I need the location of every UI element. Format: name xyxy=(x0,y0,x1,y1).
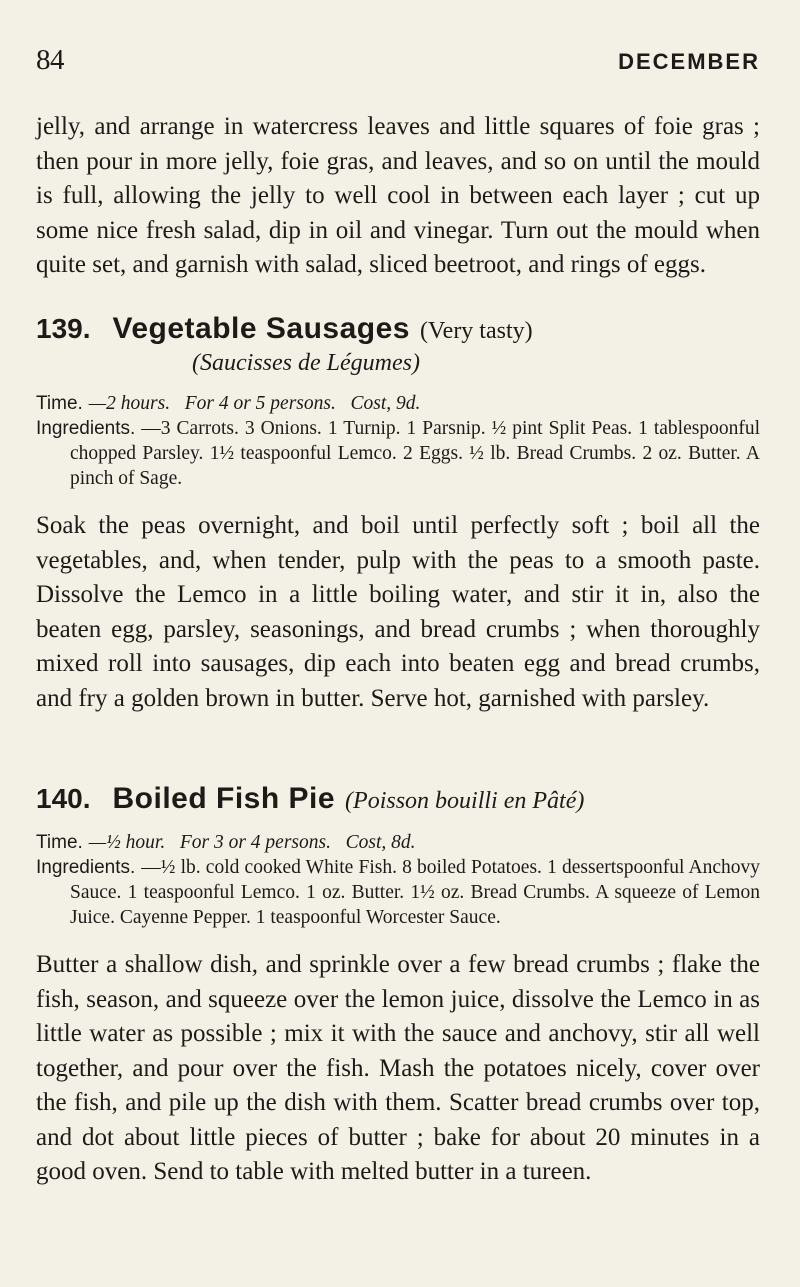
time-value: —2 hours. xyxy=(88,393,171,414)
time-label: Time. xyxy=(36,393,83,414)
recipe-boiled-fish-pie xyxy=(36,782,760,1190)
intro-paragraph: jelly, and arrange in watercress leaves and little squares of foie gras ; then pour in more jelly, foie gras, and leaves, and so on until the mould is full, allowing the jelly to well cool in between each layer ; cut up some nice fresh salad, dip in oil and vinegar. Turn out the mould when quite set, and garnish with salad, sliced beetroot, and rings of eggs. xyxy=(36,113,760,278)
recipe-french-title: (Saucisses de Légumes) xyxy=(192,350,420,376)
recipe-meta xyxy=(36,830,760,930)
time-label: Time. xyxy=(36,832,83,853)
persons-value: For 3 or 4 persons. xyxy=(179,832,331,853)
recipe-number: 139. xyxy=(36,313,91,344)
recipe-number: 140. xyxy=(36,783,91,814)
ingredients-label: Ingredients. xyxy=(36,857,136,878)
cost-value: Cost, 9d. xyxy=(350,393,421,414)
ingredients-text: —½ lb. cold cooked White Fish. 8 boiled Potatoes. 1 dessertspoonful Anchovy Sauce. 1 teaspoonful Lemco. 1 oz. Butter. 1½ oz. Bread Crumbs. A squeeze of Lemon Juice. Cayenne Pepper. 1 teaspoonful Worcester Sauce. xyxy=(70,857,760,928)
recipe-note: (Very tasty) xyxy=(420,318,533,344)
recipe-method: Soak the peas overnight, and boil until perfectly soft ; boil all the vegetables, and, when tender, pulp with the peas to a smooth paste. Dissolve the Lemco in a little boiling water, and stir it in, also the beaten egg, parsley, seasonings, and bread crumbs ; when thoroughly mixed roll into sausages, dip each into beaten egg and bread crumbs, and fry a golden brown in butter. Serve hot, garnished with parsley. xyxy=(36,512,760,712)
recipe-title: Vegetable Sausages xyxy=(112,312,410,345)
cost-value: Cost, 8d. xyxy=(345,832,416,853)
recipe-method: Butter a shallow dish, and sprinkle over a few bread crumbs ; flake the fish, season, and squeeze over the lemon juice, dissolve the Lemco in as little water as possible ; mix it with the sauce and anchovy, stir all well together, and pour over the fish. Mash the potatoes nicely, cover over the fish, and pile up the dish with them. Scatter bread crumbs over top, and dot about little pieces of butter ; bake for about 20 minutes in a good oven. Send to table with melted butter in a tureen. xyxy=(36,951,760,1185)
recipe-french-title: (Poisson bouilli en Pâté) xyxy=(345,788,585,814)
recipe-heading xyxy=(36,312,760,346)
recipe-title: Boiled Fish Pie xyxy=(112,782,336,815)
page-header xyxy=(36,44,760,77)
page-number: 84 xyxy=(36,44,64,76)
ingredients-line xyxy=(36,855,760,930)
ingredients-text: —3 Carrots. 3 Onions. 1 Turnip. 1 Parsnip. ½ pint Split Peas. 1 tablespoonful chopped Parsley. 1½ teaspoonful Lemco. 2 Eggs. ½ lb. Bread Crumbs. 2 oz. Butter. A pinch of Sage. xyxy=(70,418,760,489)
time-line xyxy=(36,830,760,855)
ingredients-line xyxy=(36,416,760,491)
persons-value: For 4 or 5 persons. xyxy=(184,393,336,414)
time-line xyxy=(36,391,760,416)
recipe-vegetable-sausages xyxy=(36,312,760,716)
time-value: —½ hour. xyxy=(88,832,166,853)
running-head: DECEMBER xyxy=(618,49,760,74)
recipe-heading xyxy=(36,782,760,816)
ingredients-label: Ingredients. xyxy=(36,418,136,439)
recipe-meta xyxy=(36,391,760,491)
